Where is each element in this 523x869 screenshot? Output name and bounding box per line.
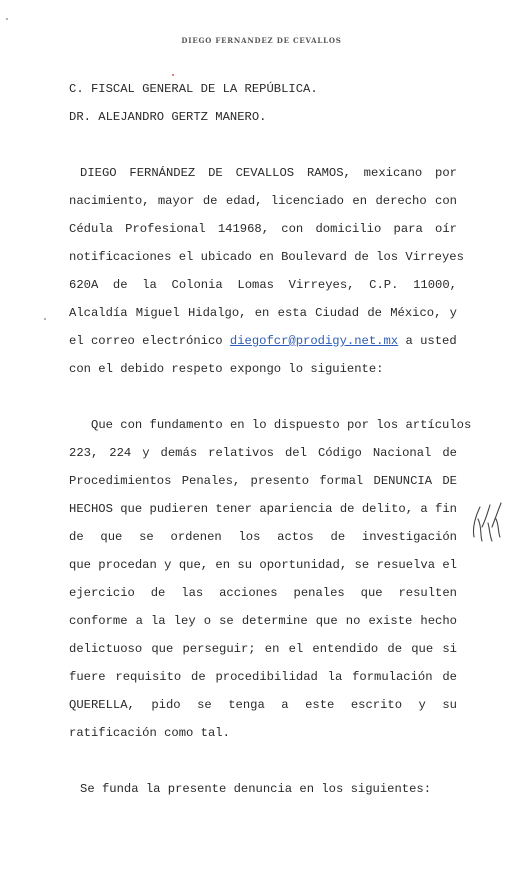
scan-speck [172,74,174,76]
intro-line-2: nacimiento, mayor de edad, licenciado en derecho con [69,194,457,208]
addressee-line-1: C. FISCAL GENERAL DE LA REPÚBLICA. [69,82,318,96]
body-line-4: HECHOS que pudieren tener apariencia de delito, a fin [69,502,457,516]
scan-speck [6,18,8,20]
body-line-6: que procedan y que, en su oportunidad, se resuelva el [69,558,457,572]
body-line-12: ratificación como tal. [69,726,230,740]
closing-line: Se funda la presente denuncia en los siguientes: [80,782,432,796]
intro-line-1: DIEGO FERNÁNDEZ DE CEVALLOS RAMOS, mexicano por [80,166,457,180]
body-line-11: QUERELLA, pido se tenga a este escrito y su [69,698,457,712]
intro-line-6: Alcaldía Miguel Hidalgo, en esta Ciudad de México, y [69,306,457,320]
intro-line-4: notificaciones el ubicado en Boulevard de los Virreyes [69,250,464,264]
intro-line-8: con el debido respeto expongo lo siguiente: [69,362,384,376]
letterhead: DIEGO FERNANDEZ DE CEVALLOS [181,36,342,45]
body-line-7: ejercicio de las acciones penales que resulten [69,586,457,600]
body-line-3: Procedimientos Penales, presento formal DENUNCIA DE [69,474,457,488]
body-line-2: 223, 224 y demás relativos del Código Nacional de [69,446,457,460]
email-link[interactable]: diegofcr@prodigy.net.mx [229,334,399,348]
scan-speck [44,318,46,320]
body-line-10: fuere requisito de procedibilidad la formulación de [69,670,457,684]
body-line-8: conforme a la ley o se determine que no existe hecho [69,614,457,628]
intro-line-7 [69,334,457,348]
handwritten-initials-signature [468,497,508,545]
intro-line-3: Cédula Profesional 141968, con domicilio para oír [69,222,457,236]
body-line-1: Que con fundamento en lo dispuesto por los artículos [91,418,472,432]
addressee-line-2: DR. ALEJANDRO GERTZ MANERO. [69,110,267,124]
intro-line-7-start: el correo electrónico [69,334,230,348]
body-line-5: de que se ordenen los actos de investigación [69,530,457,544]
intro-line-5: 620A de la Colonia Lomas Virreyes, C.P. 11000, [69,278,457,292]
body-line-9: delictuoso que perseguir; en el entendido de que si [69,642,457,656]
intro-line-7-end: a usted [398,334,457,348]
